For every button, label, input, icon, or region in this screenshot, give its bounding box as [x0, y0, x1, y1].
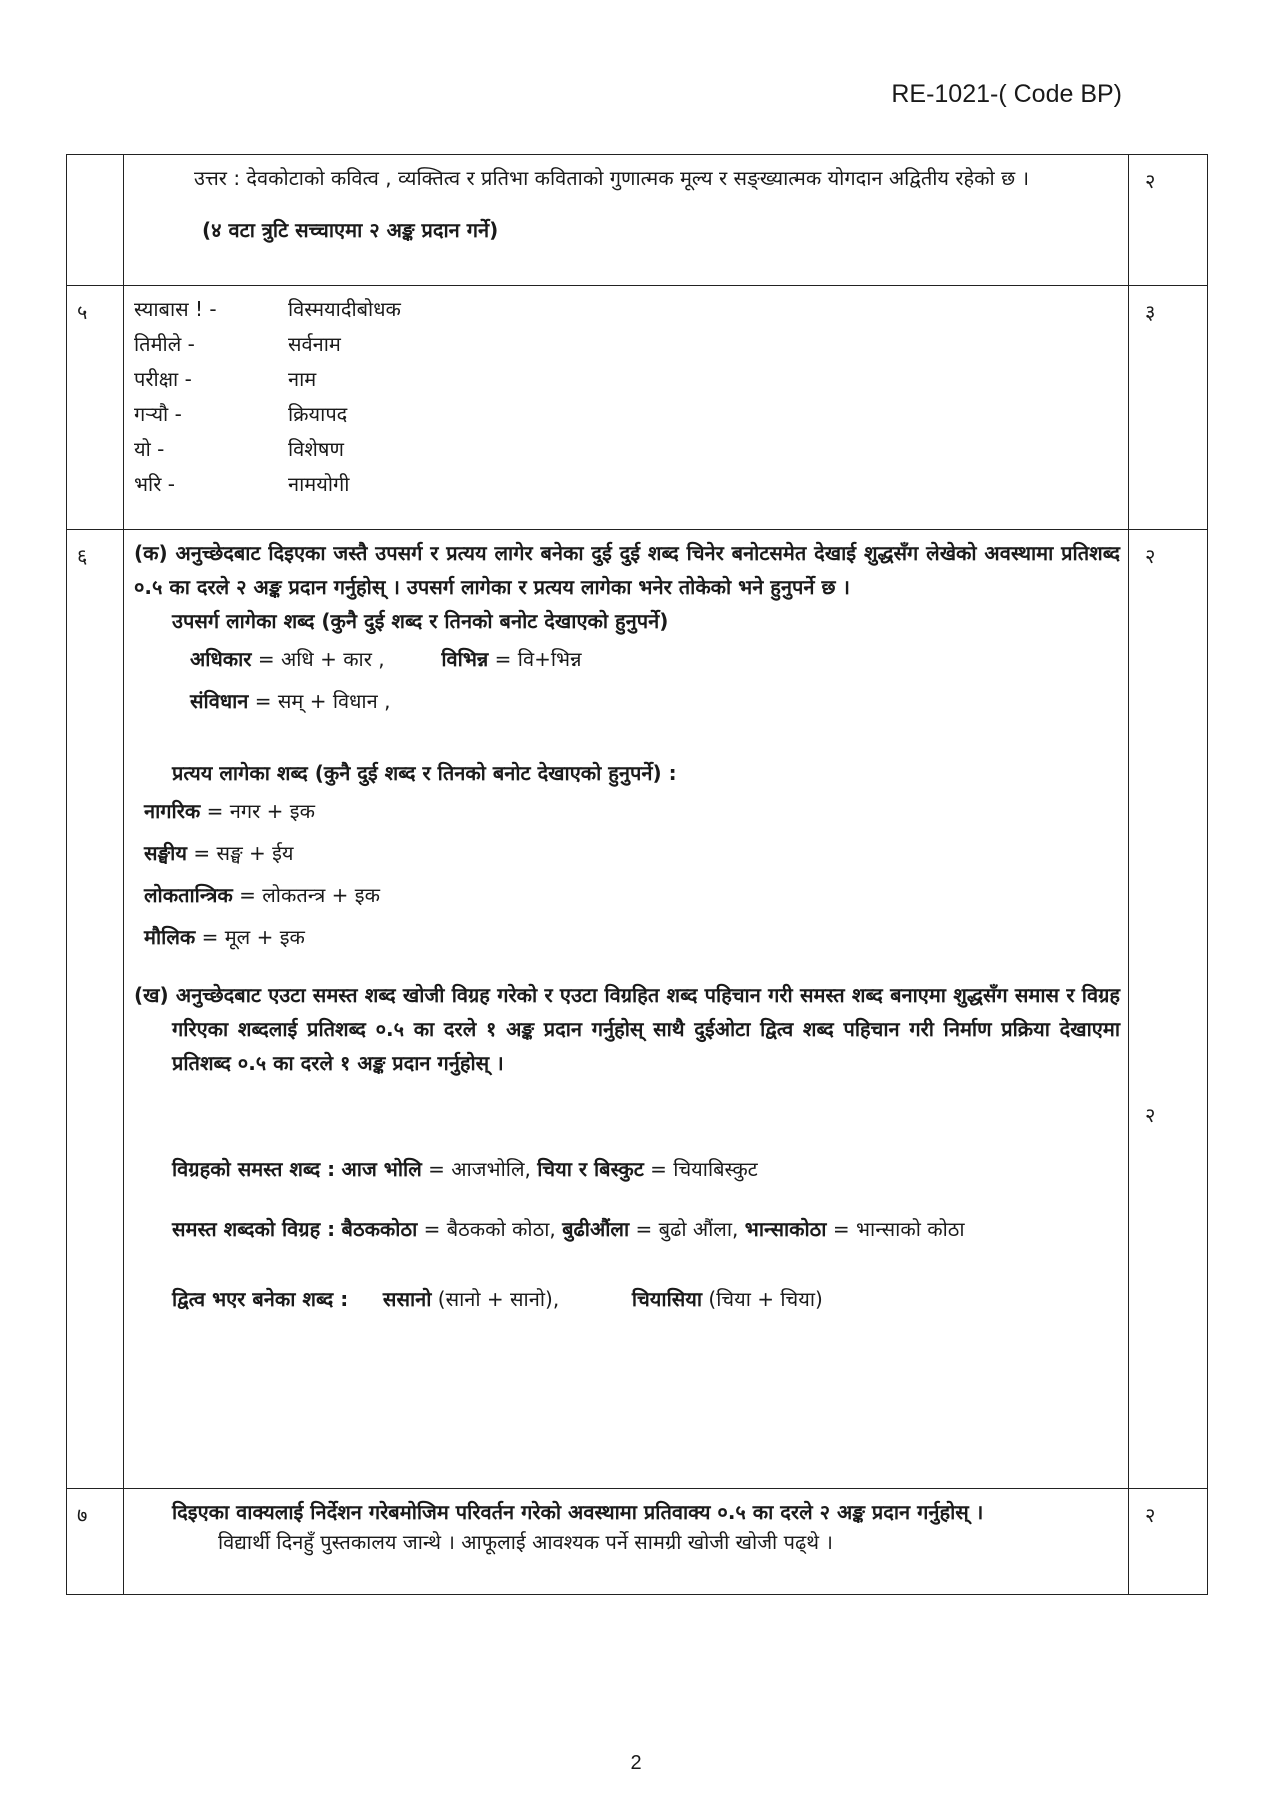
- answer-cell: [124, 286, 1129, 530]
- table-row: [67, 530, 1208, 1489]
- part-b-instruction: (ख) अनुच्छेदबाट एउटा समस्त शब्द खोजी विग्रह गरेको र एउटा विग्रहित शब्द पहिचान गरी समस्त शब्द बनाएमा शुद्धसँग समास र विग्रह गरिएका शब्दलाई प्रतिशब्द ०.५ का दरले १ अङ्क प्रदान गर्नुहोस् साथै दुईओटा द्वित्व शब्द पहिचान गरी निर्माण प्रक्रिया देखाएमा प्रतिशब्द ०.५ का दरले १ अङ्क प्रदान गर्नुहोस् ।: [134, 983, 1120, 1075]
- list-item: परीक्षा - नाम: [134, 367, 317, 391]
- suffix-heading: प्रत्यय लागेका शब्द (कुनै दुई शब्द र तिनको बनोट देखाएको हुनुपर्ने) :: [172, 761, 677, 785]
- answer-text: उत्तर : देवकोटाको कवित्व , व्यक्तित्व र प्रतिभा कविताको गुणात्मक मूल्य र सङ्ख्यात्मक योगदान अद्वितीय रहेको छ ।: [194, 166, 1030, 190]
- question-number-cell: [67, 155, 124, 286]
- list-item: तिमीले - सर्वनाम: [134, 332, 341, 356]
- prefix-word-line: अधिकार = अधि + कार , विभिन्न = वि+भिन्न: [190, 647, 582, 671]
- suffix-word-line: सङ्घीय = सङ्घ + ईय: [144, 841, 294, 865]
- prefix-word-line: संविधान = सम् + विधान ,: [190, 689, 391, 713]
- list-item: स्याबास ! - विस्मयादीबोधक: [134, 297, 401, 321]
- list-item: यो - विशेषण: [134, 437, 344, 461]
- marks-cell: २: [1129, 1489, 1208, 1595]
- marking-note: (४ वटा त्रुटि सच्चाएमा २ अङ्क प्रदान गर्ने): [202, 218, 499, 242]
- vigraha-line: समस्त शब्दको विग्रह : बैठककोठा = बैठकको कोठा, बुढीऔंला = बुढो औंला, भान्साकोठा = भान्साको कोठा: [172, 1217, 965, 1241]
- samasta-line: विग्रहको समस्त शब्द : आज भोलि = आजभोलि, चिया र बिस्कुट = चियाबिस्कुट: [172, 1157, 758, 1181]
- list-item: गऱ्यौ - क्रियापद: [134, 402, 348, 426]
- part-a-instruction: (क) अनुच्छेदबाट दिइएका जस्तै उपसर्ग र प्रत्यय लागेर बनेका दुई दुई शब्द चिनेर बनोटसमेत देखाई शुद्धसँग लेखेको अवस्थामा प्रतिशब्द ०.५ का दरले २ अङ्क प्रदान गर्नुहोस् । उपसर्ग लागेका र प्रत्यय लागेका भनेर तोकेको भने हुनुपर्ने छ ।: [134, 541, 1120, 599]
- question-number-cell: ६: [67, 530, 124, 1489]
- answer-cell: [124, 1489, 1129, 1595]
- q7-sentence: विद्यार्थी दिनहुँ पुस्तकालय जान्थे । आफूलाई आवश्यक पर्ने सामग्री खोजी खोजी पढ्थे ।: [218, 1530, 833, 1554]
- marks-cell: ३: [1129, 286, 1208, 530]
- question-number-cell: ५: [67, 286, 124, 530]
- table-row: [67, 1489, 1208, 1595]
- question-number-cell: ७: [67, 1489, 124, 1595]
- document-code: RE-1021-( Code BP): [891, 80, 1122, 108]
- list-item: भरि - नामयोगी: [134, 472, 350, 496]
- q7-instruction: दिइएका वाक्यलाई निर्देशन गरेबमोजिम परिवर्तन गरेको अवस्थामा प्रतिवाक्य ०.५ का दरले २ अङ्क प्रदान गर्नुहोस् ।: [172, 1500, 984, 1524]
- marks-cell: २: [1129, 155, 1208, 286]
- answer-cell: [124, 155, 1129, 286]
- dvitva-line: द्वित्व भएर बनेका शब्द : ससानो (सानो + सानो), चियासिया (चिया + चिया): [172, 1287, 823, 1311]
- marks-cell: २ २: [1129, 530, 1208, 1489]
- table-row: [67, 286, 1208, 530]
- answer-cell: [124, 530, 1129, 1489]
- suffix-word-line: मौलिक = मूल + इक: [144, 925, 305, 949]
- answer-key-table: [66, 154, 1208, 1595]
- prefix-heading: उपसर्ग लागेका शब्द (कुनै दुई शब्द र तिनको बनोट देखाएको हुनुपर्ने): [172, 609, 669, 633]
- suffix-word-line: नागरिक = नगर + इक: [144, 799, 315, 823]
- table-row: [67, 155, 1208, 286]
- page-number: 2: [630, 1752, 642, 1774]
- suffix-word-line: लोकतान्त्रिक = लोकतन्त्र + इक: [144, 883, 380, 907]
